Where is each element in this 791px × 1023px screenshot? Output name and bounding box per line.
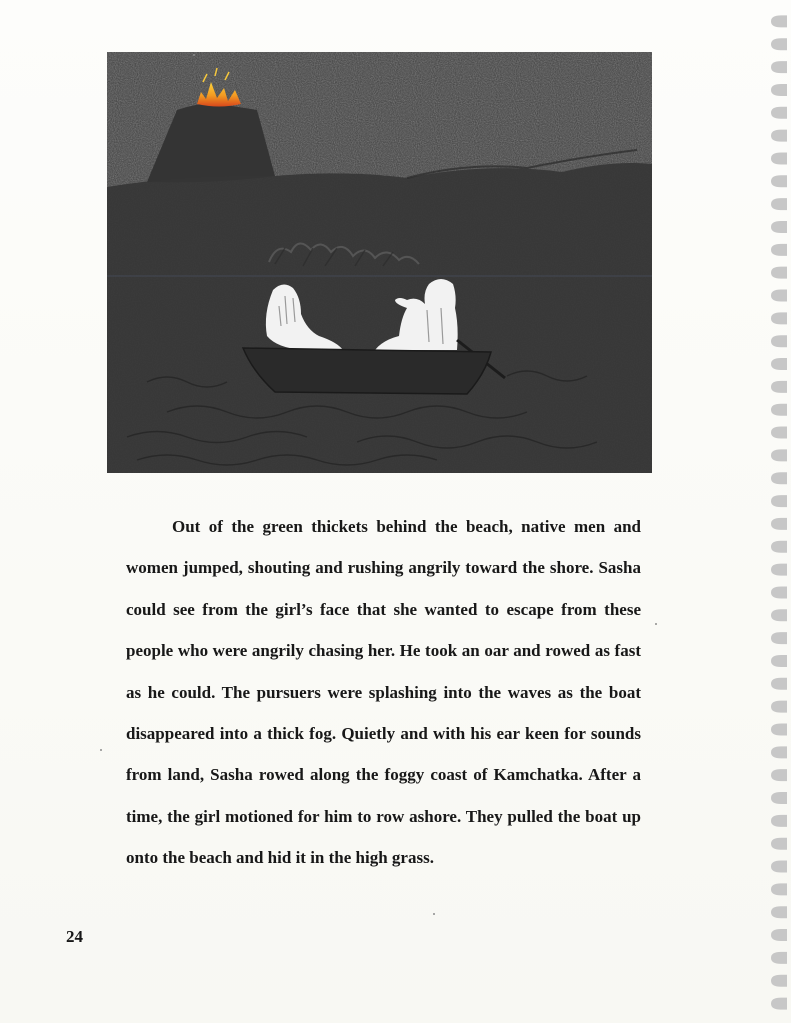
binding-hole <box>771 632 787 644</box>
binding-hole <box>771 427 787 439</box>
binding-hole <box>771 152 787 164</box>
binding-hole <box>771 244 787 256</box>
binding-hole <box>771 541 787 553</box>
binding-hole <box>771 358 787 370</box>
paper-speck <box>100 749 102 751</box>
paper-speck <box>433 913 435 915</box>
binding-hole <box>771 906 787 918</box>
binding-hole <box>771 267 787 279</box>
binding-hole <box>771 84 787 96</box>
binding-hole <box>771 861 787 873</box>
binding-hole <box>771 678 787 690</box>
binding-hole <box>771 130 787 142</box>
binding-hole <box>771 290 787 302</box>
binding-hole <box>771 175 787 187</box>
page-number: 24 <box>66 927 83 946</box>
binding-hole <box>771 769 787 781</box>
story-illustration <box>107 52 652 473</box>
binding-hole <box>771 472 787 484</box>
binding-hole <box>771 838 787 850</box>
binding-hole <box>771 495 787 507</box>
binding-hole <box>771 107 787 119</box>
paper-speck <box>193 54 195 56</box>
binding-hole <box>771 312 787 324</box>
story-paragraph: Out of the green thickets behind the beach, native men and women jumped, shouting and rushing angrily toward the shore. Sasha could see from the girl’s face that she wanted to escape from these people who were angrily chasing her. He took an oar and rowed as fast as he could. The pursuers were splashing into the waves as the boat disappeared into a thick fog. Quietly and with his ear keen for sounds from land, Sasha rowed along the foggy coast of Kamchatka. After a time, the girl motioned for him to row ashore. They pulled the boat up onto the beach and hid it in the high grass. <box>126 517 641 868</box>
binding-hole <box>771 998 787 1010</box>
binding-hole <box>771 609 787 621</box>
binding-hole <box>771 746 787 758</box>
rowing-boat <box>243 348 491 394</box>
binding-holes <box>767 10 791 1015</box>
volcano-boat-scene <box>107 52 652 473</box>
binding-hole <box>771 404 787 416</box>
paper-speck <box>655 623 657 625</box>
binding-hole <box>771 198 787 210</box>
binding-hole <box>771 381 787 393</box>
binding-hole <box>771 564 787 576</box>
binding-hole <box>771 701 787 713</box>
binding-hole <box>771 792 787 804</box>
sea <box>107 163 652 473</box>
binding-hole <box>771 586 787 598</box>
binding-hole <box>771 61 787 73</box>
binding-hole <box>771 15 787 27</box>
binding-hole <box>771 815 787 827</box>
binding-hole <box>771 929 787 941</box>
binding-hole <box>771 449 787 461</box>
binding-hole <box>771 655 787 667</box>
binding-hole <box>771 221 787 233</box>
binding-hole <box>771 518 787 530</box>
binding-hole <box>771 335 787 347</box>
binding-hole <box>771 975 787 987</box>
binding-hole <box>771 883 787 895</box>
spiral-binding <box>767 10 791 1015</box>
binding-hole <box>771 38 787 50</box>
binding-hole <box>771 723 787 735</box>
binding-hole <box>771 952 787 964</box>
